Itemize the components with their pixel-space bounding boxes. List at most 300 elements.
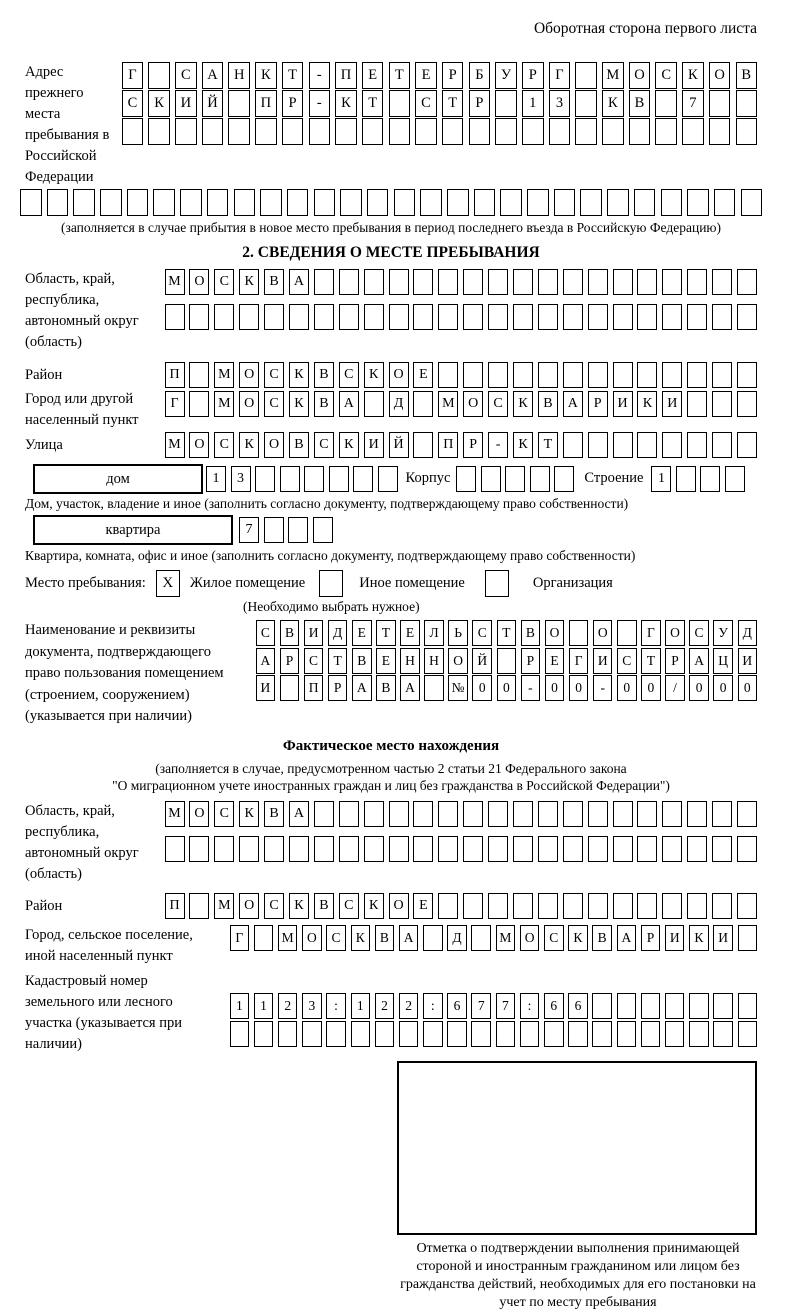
char-box[interactable]: Е [413, 893, 433, 919]
char-box[interactable] [153, 189, 175, 216]
char-box[interactable]: К [364, 893, 384, 919]
char-box[interactable] [175, 118, 197, 145]
char-box[interactable]: О [545, 620, 565, 646]
char-box[interactable] [588, 836, 608, 862]
char-box[interactable]: Ц [713, 648, 733, 674]
char-box[interactable] [563, 432, 583, 458]
char-box[interactable] [738, 993, 758, 1019]
char-box[interactable] [314, 836, 334, 862]
char-box[interactable]: И [738, 648, 758, 674]
char-box[interactable]: С [415, 90, 437, 117]
char-box[interactable] [588, 269, 608, 295]
char-box[interactable]: В [352, 648, 372, 674]
char-box[interactable] [329, 466, 349, 492]
char-box[interactable] [563, 893, 583, 919]
char-box[interactable] [424, 675, 444, 701]
char-box[interactable] [339, 269, 359, 295]
char-box[interactable] [613, 801, 633, 827]
char-box[interactable] [389, 269, 409, 295]
char-box[interactable] [127, 189, 149, 216]
char-box[interactable] [538, 362, 558, 388]
char-box[interactable]: С [544, 925, 564, 951]
char-box[interactable]: О [189, 801, 209, 827]
char-box[interactable] [513, 304, 533, 330]
char-box[interactable]: В [375, 925, 395, 951]
char-box[interactable] [575, 90, 597, 117]
char-box[interactable] [737, 304, 757, 330]
char-box[interactable]: 1 [206, 466, 226, 492]
char-box[interactable]: К [351, 925, 371, 951]
char-box[interactable] [662, 362, 682, 388]
char-box[interactable] [282, 118, 304, 145]
char-box[interactable]: С [339, 893, 359, 919]
char-box[interactable] [588, 304, 608, 330]
char-box[interactable]: Г [165, 391, 185, 417]
char-box[interactable] [575, 118, 597, 145]
char-box[interactable] [661, 189, 683, 216]
char-box[interactable]: А [289, 801, 309, 827]
char-box[interactable] [602, 118, 624, 145]
char-box[interactable]: 0 [689, 675, 709, 701]
char-box[interactable]: К [239, 432, 259, 458]
char-box[interactable] [394, 189, 416, 216]
char-box[interactable]: А [400, 675, 420, 701]
char-box[interactable] [563, 362, 583, 388]
char-box[interactable]: Т [376, 620, 396, 646]
char-box[interactable]: В [314, 391, 334, 417]
char-box[interactable] [264, 517, 284, 543]
char-box[interactable]: В [736, 62, 758, 89]
char-box[interactable] [617, 620, 637, 646]
char-box[interactable] [495, 90, 517, 117]
char-box[interactable]: О [709, 62, 731, 89]
char-box[interactable]: Е [415, 62, 437, 89]
char-box[interactable] [278, 1021, 298, 1047]
char-box[interactable]: С [617, 648, 637, 674]
char-box[interactable] [180, 189, 202, 216]
char-box[interactable]: Г [569, 648, 589, 674]
char-box[interactable] [100, 189, 122, 216]
char-box[interactable] [637, 269, 657, 295]
char-box[interactable]: В [592, 925, 612, 951]
char-box[interactable] [255, 466, 275, 492]
char-box[interactable]: К [289, 362, 309, 388]
char-box[interactable] [712, 836, 732, 862]
char-box[interactable] [712, 893, 732, 919]
char-box[interactable]: : [423, 993, 443, 1019]
char-box[interactable]: 1 [254, 993, 274, 1019]
char-box[interactable] [481, 466, 501, 492]
char-box[interactable]: В [376, 675, 396, 701]
char-box[interactable] [314, 801, 334, 827]
char-box[interactable]: А [563, 391, 583, 417]
char-box[interactable] [189, 304, 209, 330]
apartment-field[interactable]: квартира [33, 515, 233, 545]
char-box[interactable] [314, 269, 334, 295]
char-box[interactable]: - [309, 62, 331, 89]
char-box[interactable] [588, 801, 608, 827]
char-box[interactable]: Р [328, 675, 348, 701]
char-box[interactable]: С [339, 362, 359, 388]
char-box[interactable] [662, 836, 682, 862]
char-box[interactable]: Й [389, 432, 409, 458]
char-box[interactable]: С [314, 432, 334, 458]
char-box[interactable] [712, 362, 732, 388]
char-box[interactable] [353, 466, 373, 492]
char-box[interactable]: В [289, 432, 309, 458]
char-box[interactable] [689, 1021, 709, 1047]
char-box[interactable]: М [438, 391, 458, 417]
char-box[interactable]: К [289, 391, 309, 417]
char-box[interactable] [538, 801, 558, 827]
char-box[interactable]: И [175, 90, 197, 117]
char-box[interactable] [339, 836, 359, 862]
char-box[interactable] [737, 269, 757, 295]
char-box[interactable] [463, 269, 483, 295]
char-box[interactable]: Г [549, 62, 571, 89]
char-box[interactable] [737, 836, 757, 862]
char-box[interactable] [712, 432, 732, 458]
char-box[interactable] [687, 801, 707, 827]
char-box[interactable] [488, 836, 508, 862]
char-box[interactable] [495, 118, 517, 145]
char-box[interactable]: К [689, 925, 709, 951]
char-box[interactable]: Р [588, 391, 608, 417]
char-box[interactable]: С [488, 391, 508, 417]
char-box[interactable] [463, 304, 483, 330]
char-box[interactable] [637, 362, 657, 388]
char-box[interactable] [471, 925, 491, 951]
char-box[interactable] [496, 1021, 516, 1047]
char-box[interactable] [364, 304, 384, 330]
char-box[interactable] [714, 189, 736, 216]
char-box[interactable] [264, 836, 284, 862]
char-box[interactable] [676, 466, 696, 492]
char-box[interactable] [736, 90, 758, 117]
char-box[interactable]: 1 [522, 90, 544, 117]
char-box[interactable] [471, 1021, 491, 1047]
char-box[interactable] [637, 836, 657, 862]
char-box[interactable]: К [682, 62, 704, 89]
char-box[interactable] [613, 304, 633, 330]
char-box[interactable]: : [520, 993, 540, 1019]
char-box[interactable]: 2 [278, 993, 298, 1019]
char-box[interactable]: 1 [351, 993, 371, 1019]
char-box[interactable] [189, 391, 209, 417]
char-box[interactable]: К [568, 925, 588, 951]
char-box[interactable]: К [637, 391, 657, 417]
char-box[interactable]: Т [389, 62, 411, 89]
char-box[interactable]: - [488, 432, 508, 458]
char-box[interactable] [389, 836, 409, 862]
char-box[interactable] [463, 893, 483, 919]
char-box[interactable] [488, 269, 508, 295]
char-box[interactable] [737, 801, 757, 827]
char-box[interactable]: 3 [231, 466, 251, 492]
char-box[interactable] [239, 304, 259, 330]
char-box[interactable]: 0 [545, 675, 565, 701]
char-box[interactable] [364, 801, 384, 827]
char-box[interactable] [497, 648, 517, 674]
char-box[interactable]: О [665, 620, 685, 646]
char-box[interactable]: О [239, 391, 259, 417]
char-box[interactable] [687, 432, 707, 458]
char-box[interactable] [73, 189, 95, 216]
char-box[interactable] [302, 1021, 322, 1047]
char-box[interactable] [463, 801, 483, 827]
char-box[interactable]: Р [442, 62, 464, 89]
char-box[interactable] [340, 189, 362, 216]
char-box[interactable] [682, 118, 704, 145]
char-box[interactable] [617, 1021, 637, 1047]
checkbox-organizaciya[interactable] [485, 570, 509, 597]
char-box[interactable] [662, 801, 682, 827]
char-box[interactable]: С [264, 893, 284, 919]
char-box[interactable] [738, 1021, 758, 1047]
char-box[interactable]: 7 [682, 90, 704, 117]
char-box[interactable]: Е [352, 620, 372, 646]
char-box[interactable]: В [264, 801, 284, 827]
char-box[interactable]: 7 [239, 517, 259, 543]
char-box[interactable] [447, 189, 469, 216]
char-box[interactable]: Й [202, 90, 224, 117]
char-box[interactable]: И [665, 925, 685, 951]
char-box[interactable] [289, 304, 309, 330]
char-box[interactable] [415, 118, 437, 145]
char-box[interactable]: О [239, 893, 259, 919]
char-box[interactable] [613, 836, 633, 862]
char-box[interactable]: О [189, 269, 209, 295]
char-box[interactable] [287, 189, 309, 216]
char-box[interactable]: 6 [568, 993, 588, 1019]
char-box[interactable] [737, 391, 757, 417]
char-box[interactable] [469, 118, 491, 145]
char-box[interactable]: В [314, 362, 334, 388]
char-box[interactable]: Р [521, 648, 541, 674]
char-box[interactable]: Р [522, 62, 544, 89]
char-box[interactable] [544, 1021, 564, 1047]
char-box[interactable] [207, 189, 229, 216]
char-box[interactable]: Л [424, 620, 444, 646]
char-box[interactable] [513, 893, 533, 919]
char-box[interactable] [122, 118, 144, 145]
char-box[interactable]: : [326, 993, 346, 1019]
char-box[interactable]: У [713, 620, 733, 646]
char-box[interactable]: М [278, 925, 298, 951]
char-box[interactable] [280, 466, 300, 492]
char-box[interactable] [148, 62, 170, 89]
char-box[interactable] [513, 362, 533, 388]
char-box[interactable]: 0 [569, 675, 589, 701]
char-box[interactable] [228, 118, 250, 145]
char-box[interactable]: В [521, 620, 541, 646]
char-box[interactable] [314, 189, 336, 216]
char-box[interactable]: Е [376, 648, 396, 674]
char-box[interactable]: К [602, 90, 624, 117]
char-box[interactable] [413, 836, 433, 862]
char-box[interactable]: 2 [375, 993, 395, 1019]
char-box[interactable] [255, 118, 277, 145]
char-box[interactable] [713, 1021, 733, 1047]
char-box[interactable]: С [175, 62, 197, 89]
char-box[interactable]: А [689, 648, 709, 674]
char-box[interactable]: М [496, 925, 516, 951]
char-box[interactable]: П [335, 62, 357, 89]
char-box[interactable]: И [304, 620, 324, 646]
char-box[interactable] [234, 189, 256, 216]
char-box[interactable]: П [255, 90, 277, 117]
char-box[interactable] [438, 304, 458, 330]
char-box[interactable]: 7 [471, 993, 491, 1019]
char-box[interactable] [520, 1021, 540, 1047]
char-box[interactable] [378, 466, 398, 492]
char-box[interactable]: 0 [641, 675, 661, 701]
char-box[interactable] [488, 362, 508, 388]
char-box[interactable] [634, 189, 656, 216]
char-box[interactable] [737, 362, 757, 388]
char-box[interactable] [214, 304, 234, 330]
char-box[interactable] [563, 801, 583, 827]
char-box[interactable] [637, 432, 657, 458]
char-box[interactable]: О [389, 362, 409, 388]
char-box[interactable] [413, 801, 433, 827]
char-box[interactable]: 3 [302, 993, 322, 1019]
char-box[interactable] [655, 90, 677, 117]
char-box[interactable]: Т [442, 90, 464, 117]
char-box[interactable]: - [309, 90, 331, 117]
char-box[interactable]: Р [463, 432, 483, 458]
char-box[interactable]: 0 [497, 675, 517, 701]
char-box[interactable]: И [593, 648, 613, 674]
char-box[interactable] [463, 362, 483, 388]
char-box[interactable]: И [364, 432, 384, 458]
char-box[interactable]: А [339, 391, 359, 417]
char-box[interactable]: 6 [544, 993, 564, 1019]
char-box[interactable]: М [214, 391, 234, 417]
char-box[interactable] [280, 675, 300, 701]
char-box[interactable] [148, 118, 170, 145]
char-box[interactable] [228, 90, 250, 117]
char-box[interactable] [687, 391, 707, 417]
char-box[interactable] [617, 993, 637, 1019]
char-box[interactable]: О [302, 925, 322, 951]
char-box[interactable]: К [339, 432, 359, 458]
char-box[interactable]: В [280, 620, 300, 646]
char-box[interactable]: К [289, 893, 309, 919]
char-box[interactable] [527, 189, 549, 216]
char-box[interactable] [20, 189, 42, 216]
char-box[interactable]: П [165, 893, 185, 919]
char-box[interactable] [736, 118, 758, 145]
char-box[interactable] [713, 993, 733, 1019]
char-box[interactable] [438, 362, 458, 388]
char-box[interactable] [239, 836, 259, 862]
char-box[interactable] [474, 189, 496, 216]
char-box[interactable]: Е [413, 362, 433, 388]
char-box[interactable] [737, 432, 757, 458]
char-box[interactable]: В [538, 391, 558, 417]
char-box[interactable]: Д [328, 620, 348, 646]
char-box[interactable]: А [352, 675, 372, 701]
char-box[interactable] [549, 118, 571, 145]
char-box[interactable]: О [463, 391, 483, 417]
char-box[interactable] [712, 801, 732, 827]
char-box[interactable] [613, 432, 633, 458]
char-box[interactable] [513, 836, 533, 862]
char-box[interactable]: Е [545, 648, 565, 674]
char-box[interactable] [447, 1021, 467, 1047]
char-box[interactable]: К [513, 391, 533, 417]
char-box[interactable]: Т [538, 432, 558, 458]
char-box[interactable]: П [165, 362, 185, 388]
char-box[interactable]: О [239, 362, 259, 388]
char-box[interactable]: И [256, 675, 276, 701]
char-box[interactable] [326, 1021, 346, 1047]
char-box[interactable] [313, 517, 333, 543]
char-box[interactable] [438, 269, 458, 295]
char-box[interactable] [538, 836, 558, 862]
char-box[interactable] [709, 118, 731, 145]
char-box[interactable] [189, 893, 209, 919]
char-box[interactable] [488, 304, 508, 330]
char-box[interactable] [389, 801, 409, 827]
char-box[interactable] [420, 189, 442, 216]
char-box[interactable]: 3 [549, 90, 571, 117]
char-box[interactable] [500, 189, 522, 216]
char-box[interactable] [364, 836, 384, 862]
char-box[interactable]: В [314, 893, 334, 919]
char-box[interactable] [264, 304, 284, 330]
char-box[interactable]: С [214, 801, 234, 827]
char-box[interactable]: М [214, 362, 234, 388]
char-box[interactable]: К [255, 62, 277, 89]
char-box[interactable]: Т [497, 620, 517, 646]
char-box[interactable]: Г [122, 62, 144, 89]
char-box[interactable] [335, 118, 357, 145]
char-box[interactable] [613, 269, 633, 295]
char-box[interactable] [538, 893, 558, 919]
char-box[interactable]: 7 [496, 993, 516, 1019]
char-box[interactable] [522, 118, 544, 145]
char-box[interactable]: А [399, 925, 419, 951]
char-box[interactable]: 0 [738, 675, 758, 701]
char-box[interactable] [413, 391, 433, 417]
char-box[interactable]: П [304, 675, 324, 701]
char-box[interactable]: Т [362, 90, 384, 117]
char-box[interactable]: 1 [230, 993, 250, 1019]
char-box[interactable] [613, 362, 633, 388]
char-box[interactable] [687, 836, 707, 862]
char-box[interactable] [637, 801, 657, 827]
char-box[interactable] [438, 893, 458, 919]
char-box[interactable]: О [520, 925, 540, 951]
char-box[interactable]: К [364, 362, 384, 388]
char-box[interactable] [47, 189, 69, 216]
char-box[interactable] [655, 118, 677, 145]
char-box[interactable]: 6 [447, 993, 467, 1019]
char-box[interactable]: Р [469, 90, 491, 117]
char-box[interactable]: Н [400, 648, 420, 674]
char-box[interactable] [413, 304, 433, 330]
char-box[interactable] [513, 801, 533, 827]
char-box[interactable]: М [165, 269, 185, 295]
char-box[interactable] [641, 1021, 661, 1047]
char-box[interactable] [687, 304, 707, 330]
char-box[interactable]: 2 [399, 993, 419, 1019]
char-box[interactable]: Г [230, 925, 250, 951]
char-box[interactable] [712, 304, 732, 330]
char-box[interactable]: У [495, 62, 517, 89]
